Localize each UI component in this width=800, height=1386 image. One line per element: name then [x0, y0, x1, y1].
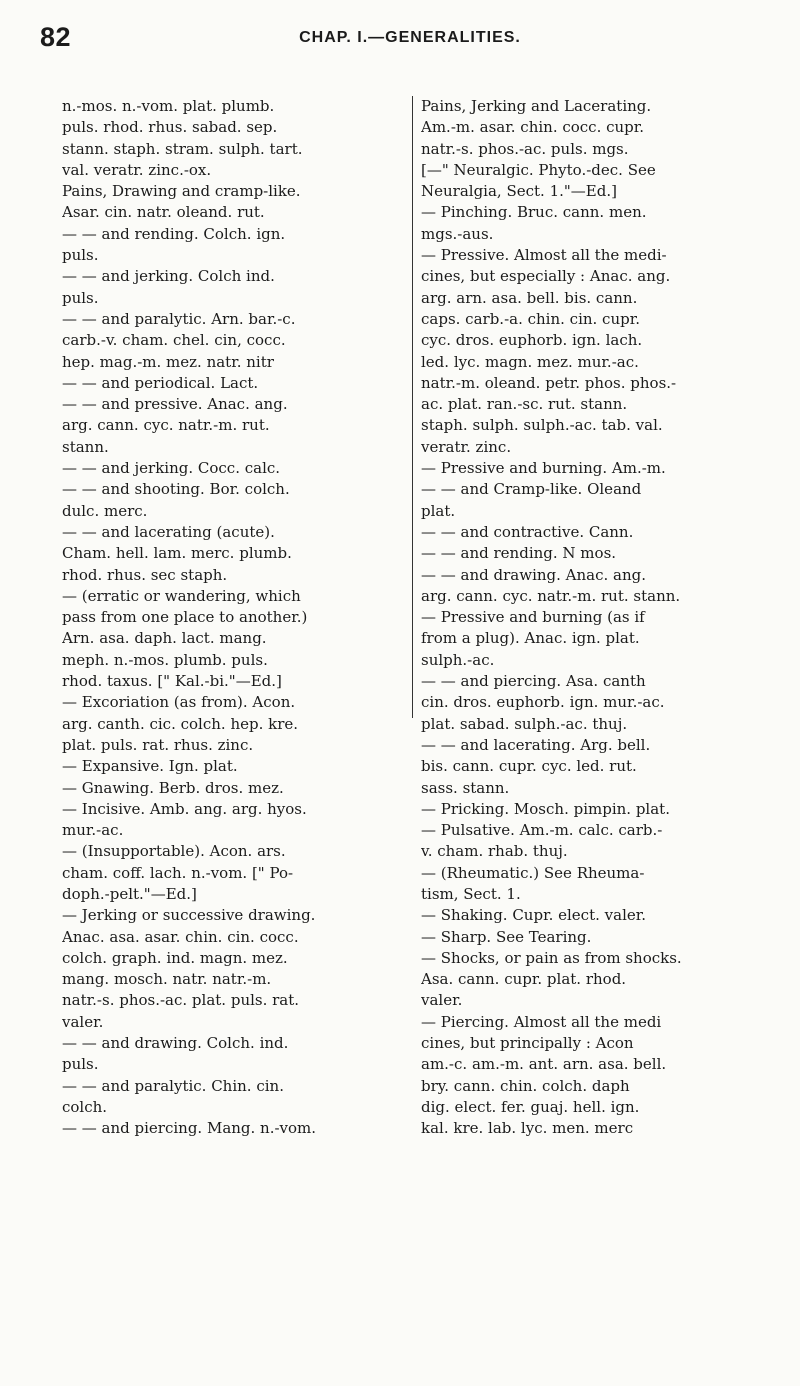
text-line: stann. staph. stram. sulph. tart.	[62, 139, 303, 158]
text-line: — — and shooting. Bor. colch.	[62, 480, 290, 499]
text-line: — — and piercing. Asa. canth	[421, 672, 646, 691]
text-line: arg. cann. cyc. natr.-m. rut. stann.	[421, 586, 681, 605]
text-line: cin. dros. euphorb. ign. mur.-ac.	[421, 693, 665, 712]
text-line: cines, but especially : Anac. ang.	[421, 267, 671, 286]
text-line: mang. mosch. natr. natr.-m.	[62, 970, 272, 989]
text-line: colch. graph. ind. magn. mez.	[62, 948, 288, 967]
text-line: stann.	[62, 437, 109, 456]
text-line: mur.-ac.	[62, 821, 124, 840]
text-line: bry. cann. chin. colch. daph	[421, 1076, 630, 1095]
text-line: — Sharp. See Tearing.	[421, 927, 592, 946]
text-line: led. lyc. magn. mez. mur.-ac.	[421, 352, 639, 371]
text-line: dig. elect. fer. guaj. hell. ign.	[421, 1097, 640, 1116]
text-line: bis. cann. cupr. cyc. led. rut.	[421, 757, 637, 776]
running-head: CHAP. I.—GENERALITIES.	[299, 29, 521, 46]
text-line: — Expansive. Ign. plat.	[62, 757, 238, 776]
text-line: — (Rheumatic.) See Rheuma-	[421, 863, 645, 882]
text-line: — — and pressive. Anac. ang.	[62, 395, 288, 414]
text-line: puls. rhod. rhus. sabad. sep.	[62, 118, 278, 137]
text-line: — — and contractive. Cann.	[421, 522, 634, 541]
text-line: — Jerking or successive drawing.	[62, 906, 316, 925]
text-line: n.-mos. n.-vom. plat. plumb.	[62, 97, 275, 115]
text-line: am.-c. am.-m. ant. arn. asa. bell.	[421, 1055, 667, 1074]
text-line: tism, Sect. 1.	[421, 884, 521, 903]
text-line: valer.	[62, 1012, 104, 1031]
text-line: puls.	[62, 1055, 99, 1074]
left-column	[62, 96, 412, 1140]
text-line: — Shaking. Cupr. elect. valer.	[421, 906, 647, 925]
text-line: ac. plat. ran.-sc. rut. stann.	[421, 395, 628, 414]
page-number: 82	[40, 22, 72, 52]
text-line: — Pulsative. Am.-m. calc. carb.-	[421, 821, 663, 840]
text-line: rhod. taxus. [" Kal.-bi."—Ed.]	[62, 672, 282, 691]
text-line: Am.-m. asar. chin. cocc. cupr.	[421, 118, 645, 137]
text-line: — — and piercing. Mang. n.-vom.	[62, 1119, 317, 1138]
text-line: Neuralgia, Sect. 1."—Ed.]	[421, 182, 617, 201]
text-line: — — and rending. Colch. ign.	[62, 224, 286, 243]
text-line: — Pricking. Mosch. pimpin. plat.	[421, 799, 670, 818]
text-line: — (Insupportable). Acon. ars.	[62, 842, 286, 861]
text-line: — — and Cramp-like. Oleand	[421, 480, 642, 499]
text-line: plat. puls. rat. rhus. zinc.	[62, 735, 254, 754]
text-line: carb.-v. cham. chel. cin, cocc.	[62, 331, 286, 350]
text-line: — — and periodical. Lact.	[62, 373, 259, 392]
text-line: puls.	[62, 246, 99, 265]
text-line: pass from one place to another.)	[62, 608, 308, 627]
text-line: veratr. zinc.	[421, 437, 512, 456]
text-line: hep. mag.-m. mez. natr. nitr	[62, 352, 274, 371]
text-line: Cham. hell. lam. merc. plumb.	[62, 544, 292, 563]
text-line: cines, but principally : Acon	[421, 1034, 634, 1053]
text-line: Anac. asa. asar. chin. cin. cocc.	[62, 927, 299, 946]
text-line: — Incisive. Amb. ang. arg. hyos.	[62, 799, 307, 818]
text-line: — Shocks, or pain as from shocks.	[421, 948, 682, 967]
text-line: — — and lacerating. Arg. bell.	[421, 735, 651, 754]
text-line: cham. coff. lach. n.-vom. [" Po-	[62, 863, 294, 882]
text-line: — — and jerking. Cocc. calc.	[62, 459, 281, 478]
text-line: sulph.-ac.	[421, 650, 495, 669]
text-line: Pains, Drawing and cramp-like.	[62, 182, 301, 201]
text-line: natr.-m. oleand. petr. phos. phos.-	[421, 373, 677, 392]
text-line: — — and paralytic. Arn. bar.-c.	[62, 309, 296, 328]
text-line: arg. cann. cyc. natr.-m. rut.	[62, 416, 270, 435]
text-line: valer.	[421, 991, 463, 1010]
text-line: — — and rending. N mos.	[421, 544, 617, 563]
text-line: staph. sulph. sulph.-ac. tab. val.	[421, 416, 663, 435]
text-line: mgs.-aus.	[421, 224, 494, 243]
text-line: sass. stann.	[421, 778, 510, 797]
text-line: Arn. asa. daph. lact. mang.	[62, 629, 267, 648]
text-line: — Piercing. Almost all the medi	[421, 1012, 662, 1031]
text-line: — — and drawing. Anac. ang.	[421, 565, 647, 584]
text-line: arg. arn. asa. bell. bis. cann.	[421, 288, 638, 307]
text-line: — Gnawing. Berb. dros. mez.	[62, 778, 284, 797]
text-line: Pains, Jerking and Lacerating.	[421, 97, 652, 115]
text-line: — — and drawing. Colch. ind.	[62, 1034, 289, 1053]
text-line: from a plug). Anac. ign. plat.	[421, 629, 640, 648]
text-line: Asar. cin. natr. oleand. rut.	[62, 203, 265, 222]
text-line: caps. carb.-a. chin. cin. cupr.	[421, 309, 641, 328]
text-line: — — and lacerating (acute).	[62, 522, 275, 541]
text-line: val. veratr. zinc.-ox.	[62, 160, 212, 179]
text-line: doph.-pelt."—Ed.]	[62, 884, 197, 903]
text-line: kal. kre. lab. lyc. men. merc	[421, 1119, 634, 1138]
text-line: — Excoriation (as from). Acon.	[62, 693, 296, 712]
text-line: — — and paralytic. Chin. cin.	[62, 1076, 284, 1095]
text-line: puls.	[62, 288, 99, 307]
text-line: rhod. rhus. sec staph.	[62, 565, 228, 584]
column-divider	[412, 96, 413, 718]
text-line: — Pressive and burning (as if	[421, 608, 645, 627]
text-line: natr.-s. phos.-ac. plat. puls. rat.	[62, 991, 300, 1010]
text-line: colch.	[62, 1097, 108, 1116]
text-line: plat. sabad. sulph.-ac. thuj.	[421, 714, 628, 733]
text-line: plat.	[421, 501, 456, 520]
text-line: — Pressive. Almost all the medi-	[421, 246, 667, 265]
text-line: — (erratic or wandering, which	[62, 586, 301, 605]
text-line: natr.-s. phos.-ac. puls. mgs.	[421, 139, 629, 158]
text-line: v. cham. rhab. thuj.	[421, 842, 568, 861]
right-column	[421, 96, 769, 1140]
text-line: meph. n.-mos. plumb. puls.	[62, 650, 268, 669]
text-line: [—" Neuralgic. Phyto.-dec. See	[421, 160, 656, 179]
page-header	[40, 22, 780, 56]
text-line: arg. canth. cic. colch. hep. kre.	[62, 714, 299, 733]
text-line: — Pressive and burning. Am.-m.	[421, 459, 666, 478]
text-line: Asa. cann. cupr. plat. rhod.	[421, 970, 627, 989]
text-line: — Pinching. Bruc. cann. men.	[421, 203, 647, 222]
text-line: dulc. merc.	[62, 501, 148, 520]
text-line: — — and jerking. Colch ind.	[62, 267, 275, 286]
text-line: cyc. dros. euphorb. ign. lach.	[421, 331, 643, 350]
